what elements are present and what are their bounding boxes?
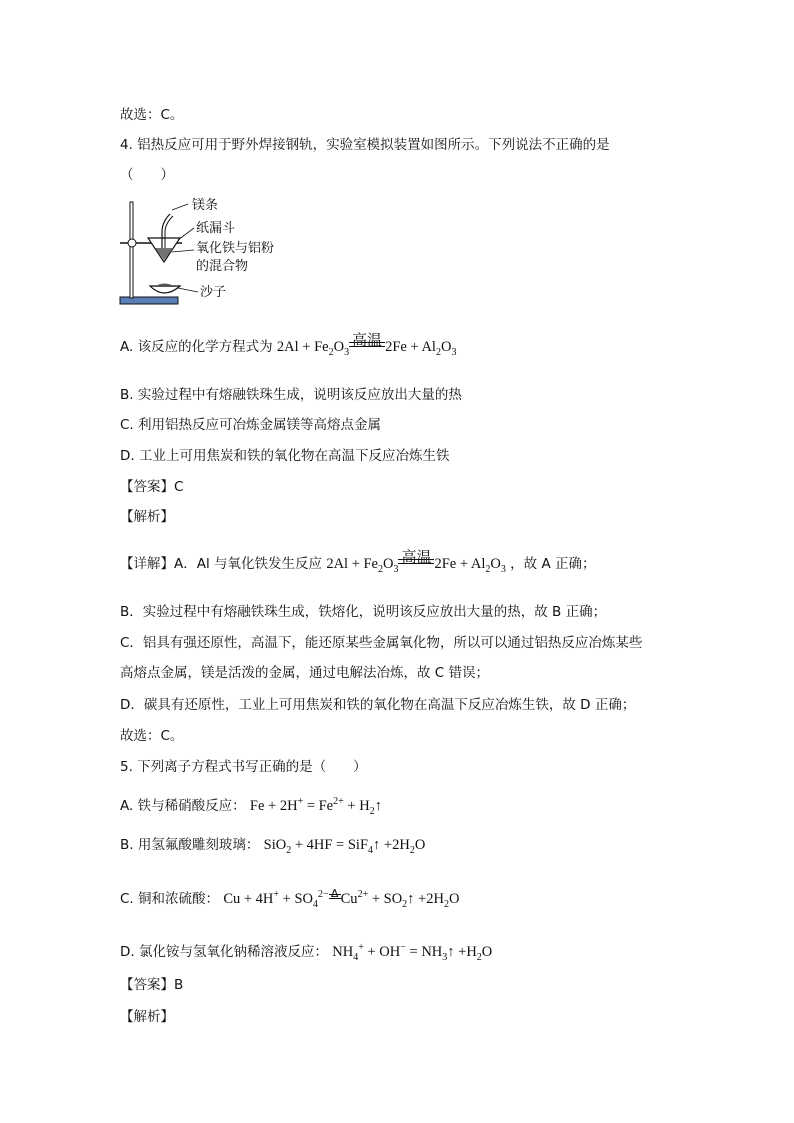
analysis-4-heading: 【解析】 bbox=[120, 509, 174, 525]
question-5-option-c bbox=[120, 886, 459, 914]
option-a-text: A. 该反应的化学方程式为 bbox=[120, 339, 273, 355]
answer-5: 【答案】B bbox=[120, 977, 184, 993]
detail-c-part2: 高熔点金属，镁是活泼的金属，通过电解法冶炼，故 C 错误； bbox=[120, 665, 490, 681]
label-mixture-line1: 氧化铁与铝粉 bbox=[196, 241, 275, 256]
detail-b: B．实验过程中有熔融铁珠生成，铁熔化，说明该反应放出大量的热，故 B 正确； bbox=[120, 604, 607, 620]
thermite-apparatus-figure bbox=[118, 196, 318, 308]
high-temp-condition: 高温 bbox=[398, 555, 434, 573]
question-5-option-b bbox=[120, 836, 425, 860]
q5-option-b-equation: SiO$_2$ + 4HF = SiF$_4$↑ $+2H_2O$ bbox=[263, 837, 426, 856]
question-5-option-a bbox=[120, 793, 382, 821]
label-magnesium-strip: 镁条 bbox=[192, 198, 219, 213]
detail-a bbox=[120, 548, 596, 579]
mixture bbox=[155, 248, 174, 260]
sand bbox=[154, 284, 176, 288]
stand-base bbox=[120, 297, 178, 304]
q5-option-b-text: B. 用氢氟酸雕刻玻璃： bbox=[120, 837, 260, 853]
q5-option-a-text: A. 铁与稀硝酸反应： bbox=[120, 797, 246, 814]
question-4-option-a bbox=[120, 331, 457, 362]
label-paper-funnel: 纸漏斗 bbox=[196, 221, 236, 236]
q5-option-d-equation: $NH_4^+ + OH^-$ = $NH_3↑ +H_2O$ bbox=[332, 942, 493, 963]
answer-4: 【答案】C bbox=[120, 479, 184, 495]
clamp-boss bbox=[128, 239, 136, 247]
q5-option-c-text: C. 铜和浓硫酸： bbox=[120, 890, 220, 907]
label-mixture-line2: 的混合物 bbox=[196, 259, 249, 274]
question-4-option-d: D. 工业上可用焦炭和铁的氧化物在高温下反应冶炼生铁 bbox=[120, 448, 450, 464]
detail-c-part1: C．铝具有强还原性，高温下，能还原某些金属氧化物，所以可以通过铝热反应冶炼某些 bbox=[120, 635, 643, 651]
option-a-equation: $2Al + Fe_2O_3$ 高温 $2Fe + Al_2O_3$ bbox=[276, 331, 457, 358]
question-5-stem: 5. 下列离子方程式书写正确的是（ ） bbox=[120, 759, 367, 775]
analysis-5-heading: 【解析】 bbox=[120, 1009, 174, 1025]
question-4-option-c: C. 利用铝热反应可冶炼金属镁等高熔点金属 bbox=[120, 417, 382, 433]
question-5-option-d bbox=[120, 939, 492, 967]
conclusion-line-2: 故选：C。 bbox=[120, 728, 184, 744]
question-4-paren: （ ） bbox=[120, 167, 174, 183]
q5-option-d-text: D. 氯化铵与氢氧化钠稀溶液反应： bbox=[120, 943, 328, 960]
q5-option-a-equation: $Fe + 2H^+ = Fe^{2+}$ + $H_2↑$ bbox=[249, 796, 382, 817]
question-4-option-b: B. 实验过程中有熔融铁珠生成，说明该反应放出大量的热 bbox=[120, 387, 462, 403]
detail-a-equation: $2Al + Fe_2O_3$ 高温 $2Fe + Al_2O_3$ bbox=[326, 548, 506, 575]
detail-a-conclusion: ，故 A 正确； bbox=[510, 556, 596, 572]
label-sand: 沙子 bbox=[200, 285, 227, 300]
q5-option-c-equation: $Cu + 4H^+ + SO_4^{2-}$ Δ $Cu^{2+}$ + $SO_2↑ +2H_2O$ bbox=[223, 886, 460, 910]
detail-d: D．碳具有还原性，工业上可用焦炭和铁的氧化物在高温下反应冶炼生铁，故 D 正确； bbox=[120, 697, 636, 713]
conclusion-line-1: 故选：C。 bbox=[120, 107, 184, 123]
high-temp-condition: 高温 bbox=[349, 338, 385, 356]
question-4-stem: 4. 铝热反应可用于野外焊接钢轨，实验室模拟装置如图所示。下列说法不正确的是 bbox=[120, 137, 610, 153]
heat-condition: Δ bbox=[329, 890, 341, 908]
sand-dish bbox=[150, 286, 180, 293]
stand-rod bbox=[130, 202, 133, 298]
detail-a-text: 【详解】A．Al 与氧化铁发生反应 bbox=[120, 556, 323, 572]
